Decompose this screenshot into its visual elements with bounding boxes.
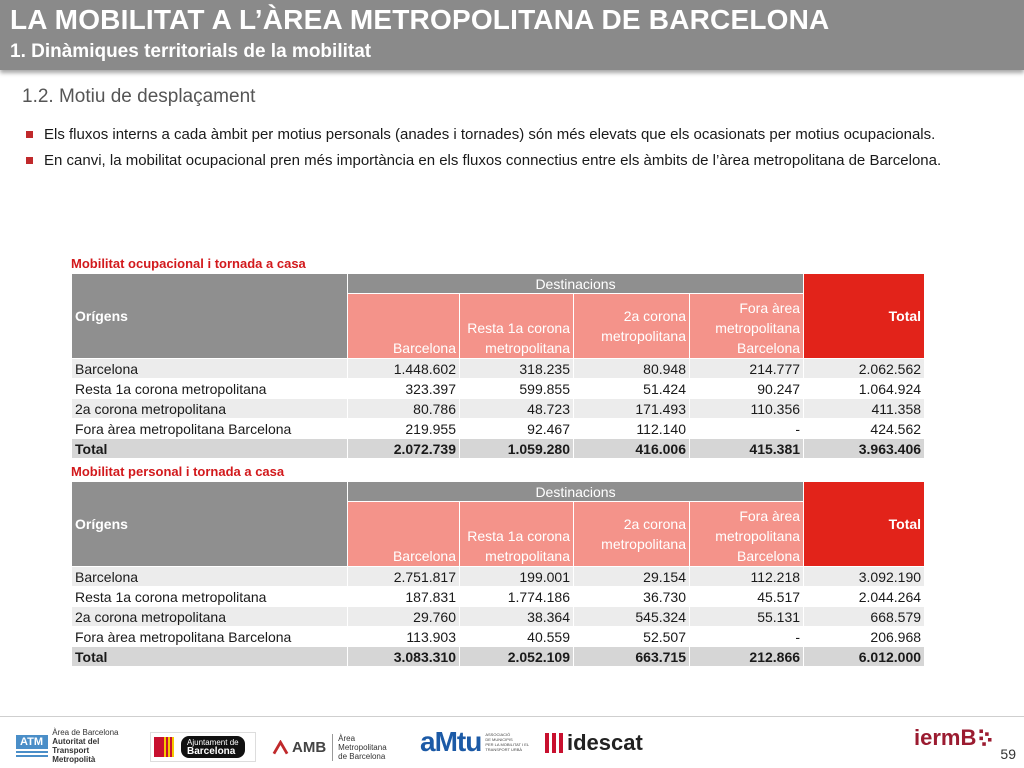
- table-cell: 45.517: [690, 587, 804, 607]
- origins-header: Orígens: [72, 274, 348, 359]
- table-cell: 214.777: [690, 359, 804, 379]
- table-cell: 51.424: [574, 379, 690, 399]
- table-cell: 29.760: [348, 607, 460, 627]
- destination-column-header: Fora àrea metropolitana Barcelona: [690, 502, 804, 567]
- amtu-logo: [420, 726, 540, 758]
- table-cell: 90.247: [690, 379, 804, 399]
- bullet-list: [26, 125, 971, 177]
- slide-subtitle: 1. Dinàmiques territorials de la mobilitat: [10, 41, 372, 62]
- table-row: [72, 587, 925, 607]
- bullet-item: [26, 151, 971, 171]
- footer-logos: [0, 720, 1024, 768]
- table-cell: 55.131: [690, 607, 804, 627]
- table-cell: 318.235: [460, 359, 574, 379]
- table-total-row: [72, 647, 925, 667]
- total-row-cell: 3.083.310: [348, 647, 460, 667]
- table-row: [72, 567, 925, 587]
- destination-column-header: Resta 1a corona metropolitana: [460, 502, 574, 567]
- table-cell: 40.559: [460, 627, 574, 647]
- amtu-logo-line: PER LA MOBILITAT I EL: [485, 742, 530, 747]
- amtu-logo-line: ASSOCIACIÓ: [485, 732, 511, 737]
- table-cell: 2.751.817: [348, 567, 460, 587]
- ajuntament-barcelona-logo: [150, 732, 256, 762]
- atm-logo-line: Metropolità: [52, 755, 96, 764]
- table-cell: 113.903: [348, 627, 460, 647]
- mobility-table: [71, 481, 925, 667]
- bullet-square-icon: [26, 157, 33, 164]
- page-number: 59: [1000, 746, 1016, 762]
- amb-logo-name: AMB: [292, 739, 327, 756]
- table-row: [72, 607, 925, 627]
- table-cell: 171.493: [574, 399, 690, 419]
- row-total-cell: 3.092.190: [804, 567, 925, 587]
- total-row-label: Total: [72, 439, 348, 459]
- atm-logo: [16, 728, 134, 764]
- total-row-cell: 415.381: [690, 439, 804, 459]
- total-column-header: Total: [804, 482, 925, 567]
- row-label: 2a corona metropolitana: [72, 399, 348, 419]
- row-total-cell: 411.358: [804, 399, 925, 419]
- iermb-logo-name: iermB: [914, 725, 977, 750]
- table-cell: 52.507: [574, 627, 690, 647]
- table-row: [72, 379, 925, 399]
- table-cell: 36.730: [574, 587, 690, 607]
- row-total-cell: 668.579: [804, 607, 925, 627]
- table-cell: 38.364: [460, 607, 574, 627]
- amb-logo-line: de Barcelona: [338, 752, 386, 761]
- table-caption: Mobilitat ocupacional i tornada a casa: [71, 256, 306, 271]
- atm-logo-line: Autoritat del Transport: [52, 737, 100, 755]
- row-label: Barcelona: [72, 567, 348, 587]
- table-row: [72, 359, 925, 379]
- bullet-text: Els fluxos interns a cada àmbit per motius personals (anades i tornades) són més elevats que els ocasionats per motius ocupacionals.: [44, 126, 936, 143]
- footer-divider: [0, 716, 1024, 717]
- total-row-label: Total: [72, 647, 348, 667]
- table-cell: 112.218: [690, 567, 804, 587]
- total-row-cell: 2.052.109: [460, 647, 574, 667]
- row-total-cell: 206.968: [804, 627, 925, 647]
- slide-header: [0, 0, 1024, 70]
- table-cell: 323.397: [348, 379, 460, 399]
- table-cell: 92.467: [460, 419, 574, 439]
- amb-logo: [272, 734, 402, 761]
- destination-column-header: Resta 1a corona metropolitana: [460, 294, 574, 359]
- ajuntament-logo-line: Barcelona: [187, 746, 236, 757]
- idescat-logo-name: idescat: [567, 730, 643, 755]
- barcelona-shield-icon: [151, 734, 177, 760]
- total-row-cell: 212.866: [690, 647, 804, 667]
- bullet-item: [26, 125, 971, 145]
- bullet-text: En canvi, la mobilitat ocupacional pren més importància en els fluxos connectius entre els àmbits de l’àrea metropolitana de Barcelona.: [44, 152, 942, 169]
- destination-column-header: Barcelona: [348, 502, 460, 567]
- idescat-stripes-icon: [544, 732, 564, 754]
- atm-logo-mark: ATM: [16, 735, 48, 749]
- table-cell: 110.356: [690, 399, 804, 419]
- mobility-table: [71, 273, 925, 459]
- row-label: Resta 1a corona metropolitana: [72, 379, 348, 399]
- row-total-cell: 2.044.264: [804, 587, 925, 607]
- amtu-logo-line: DE MUNICIPIS: [485, 737, 513, 742]
- bullet-square-icon: [26, 131, 33, 138]
- table-cell: 1.448.602: [348, 359, 460, 379]
- table-cell: 80.786: [348, 399, 460, 419]
- destination-column-header: Barcelona: [348, 294, 460, 359]
- grand-total-cell: 6.012.000: [804, 647, 925, 667]
- atm-logo-line: Àrea de Barcelona: [52, 728, 119, 737]
- section-title: 1.2. Motiu de desplaçament: [22, 86, 256, 107]
- amtu-logo-line: TRANSPORT URBÀ: [485, 747, 523, 752]
- row-label: 2a corona metropolitana: [72, 607, 348, 627]
- total-row-cell: 1.059.280: [460, 439, 574, 459]
- row-label: Resta 1a corona metropolitana: [72, 587, 348, 607]
- table-cell: 187.831: [348, 587, 460, 607]
- table-cell: -: [690, 419, 804, 439]
- table-caption: Mobilitat personal i tornada a casa: [71, 464, 285, 479]
- total-row-cell: 663.715: [574, 647, 690, 667]
- table-cell: 199.001: [460, 567, 574, 587]
- total-row-cell: 416.006: [574, 439, 690, 459]
- row-total-cell: 1.064.924: [804, 379, 925, 399]
- table-cell: 112.140: [574, 419, 690, 439]
- iermb-logo: [914, 724, 994, 752]
- origins-header: Orígens: [72, 482, 348, 567]
- grand-total-cell: 3.963.406: [804, 439, 925, 459]
- destination-column-header: 2a corona metropolitana: [574, 502, 690, 567]
- table-cell: 80.948: [574, 359, 690, 379]
- row-label: Barcelona: [72, 359, 348, 379]
- row-total-cell: 424.562: [804, 419, 925, 439]
- destination-column-header: Fora àrea metropolitana Barcelona: [690, 294, 804, 359]
- table-row: [72, 627, 925, 647]
- table-cell: -: [690, 627, 804, 647]
- total-column-header: Total: [804, 274, 925, 359]
- idescat-logo: [544, 730, 654, 756]
- table-cell: 219.955: [348, 419, 460, 439]
- table-cell: 545.324: [574, 607, 690, 627]
- row-total-cell: 2.062.562: [804, 359, 925, 379]
- table-row: [72, 419, 925, 439]
- tables-area: [71, 254, 924, 670]
- table-cell: 599.855: [460, 379, 574, 399]
- destinations-header: Destinacions: [348, 482, 804, 502]
- slide-title: LA MOBILITAT A L’ÀREA METROPOLITANA DE BARCELONA: [10, 4, 830, 35]
- table-total-row: [72, 439, 925, 459]
- amb-chevron-icon: [272, 740, 289, 756]
- destination-column-header: 2a corona metropolitana: [574, 294, 690, 359]
- table-cell: 48.723: [460, 399, 574, 419]
- table-cell: 29.154: [574, 567, 690, 587]
- row-label: Fora àrea metropolitana Barcelona: [72, 419, 348, 439]
- ajuntament-logo-line: Ajuntament de: [187, 738, 239, 747]
- total-row-cell: 2.072.739: [348, 439, 460, 459]
- amb-logo-line: Àrea Metropolitana: [338, 734, 387, 752]
- row-label: Fora àrea metropolitana Barcelona: [72, 627, 348, 647]
- amtu-logo-name: aMtu: [420, 726, 482, 757]
- table-cell: 1.774.186: [460, 587, 574, 607]
- iermb-grid-icon: [978, 724, 994, 752]
- table-row: [72, 399, 925, 419]
- destinations-header: Destinacions: [348, 274, 804, 294]
